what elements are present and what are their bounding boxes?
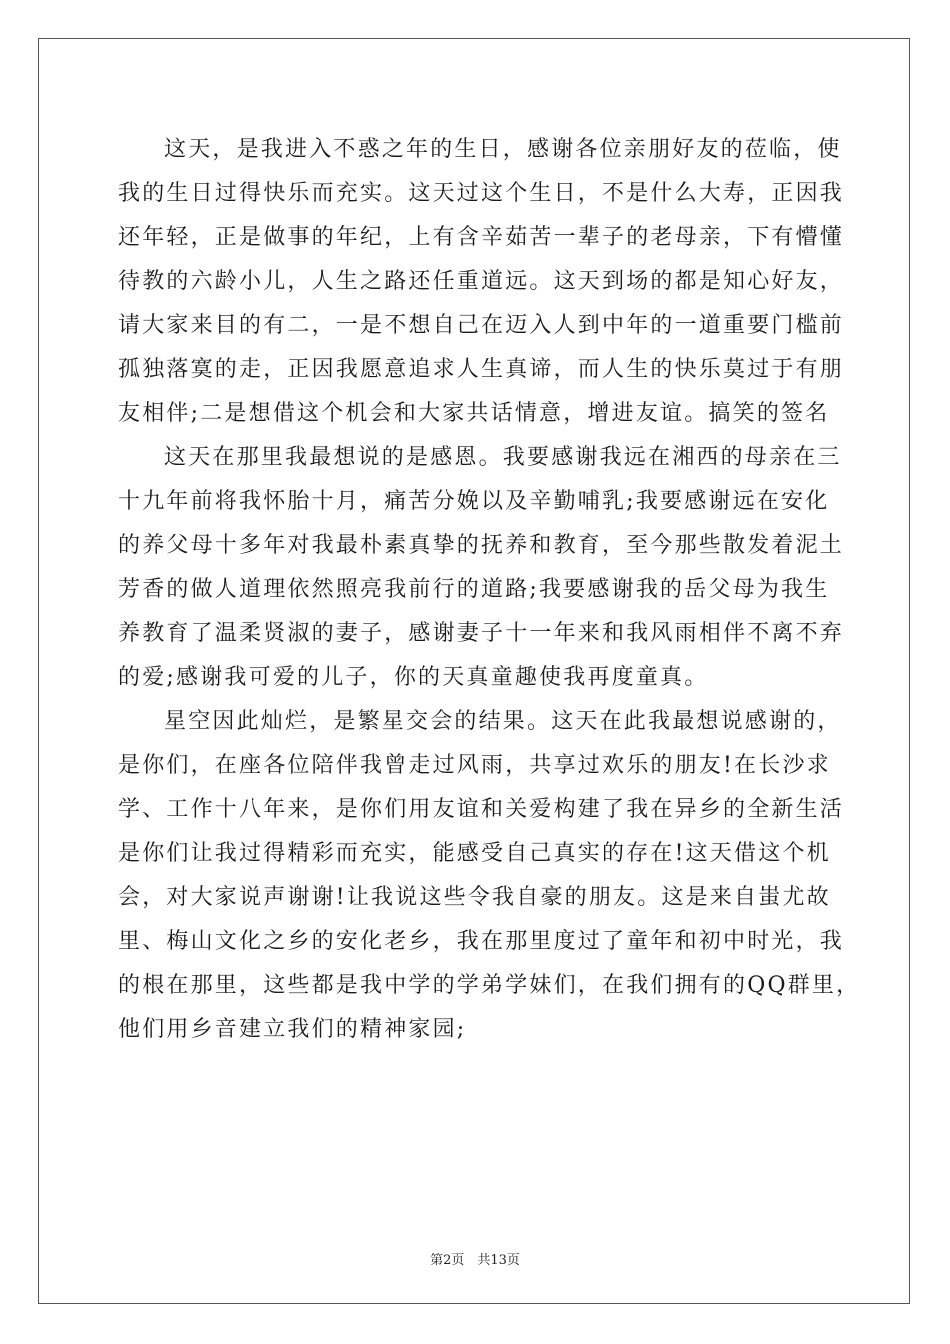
text-line: 会，对大家说声谢谢!让我说这些令我自豪的朋友。这是来自蚩尤故 [118,885,831,910]
text-line: 是你们让我过得精彩而充实，能感受自己真实的存在!这天借这个机 [118,841,831,866]
text-line: 是你们，在座各位陪伴我曾走过风雨，共享过欢乐的朋友!在长沙求 [118,753,831,778]
text-line: 星空因此灿烂，是繁星交会的结果。这天在此我最想说感谢的， [164,709,842,734]
text-line: 请大家来目的有二，一是不想自己在迈入人到中年的一道重要门槛前 [118,313,845,338]
text-line: 的爱;感谢我可爱的儿子，你的天真童趣使我再度童真。 [118,665,709,690]
text-line: 的根在那里，这些都是我中学的学弟学妹们，在我们拥有的QQ群里， [118,973,861,998]
text-line: 养教育了温柔贤淑的妻子，感谢妻子十一年来和我风雨相伴不离不弃 [118,621,845,646]
page-number: 第2页 共13页 [430,1253,520,1268]
text-line: 学、工作十八年来，是你们用友谊和关爱构建了我在异乡的全新生活 [118,797,845,822]
text-line: 我的生日过得快乐而充实。这天过这个生日，不是什么大寿，正因我 [118,181,845,206]
text-line: 这天在那里我最想说的是感恩。我要感谢我远在湘西的母亲在三 [164,445,842,470]
text-line: 友相伴;二是想借这个机会和大家共话情意，增进友谊。搞笑的签名 [118,401,830,426]
text-line: 待教的六龄小儿，人生之路还任重道远。这天到场的都是知心好友， [118,269,845,294]
text-line: 十九年前将我怀胎十月，痛苦分娩以及辛勤哺乳;我要感谢远在安化 [118,489,830,514]
text-line: 里、梅山文化之乡的安化老乡，我在那里度过了童年和初中时光，我 [118,929,845,954]
text-line: 孤独落寞的走，正因我愿意追求人生真谛，而人生的快乐莫过于有朋 [118,357,845,382]
text-line: 还年轻，正是做事的年纪，上有含辛茹苦一辈子的老母亲，下有懵懂 [118,225,845,250]
document-body [118,128,861,1052]
text-line: 这天，是我进入不惑之年的生日，感谢各位亲朋好友的莅临，使 [164,137,842,162]
text-line: 他们用乡音建立我们的精神家园; [118,1017,467,1042]
text-line: 芳香的做人道理依然照亮我前行的道路;我要感谢我的岳父母为我生 [118,577,830,602]
text-line: 的养父母十多年对我最朴素真挚的抚养和教育，至今那些散发着泥土 [118,533,845,558]
